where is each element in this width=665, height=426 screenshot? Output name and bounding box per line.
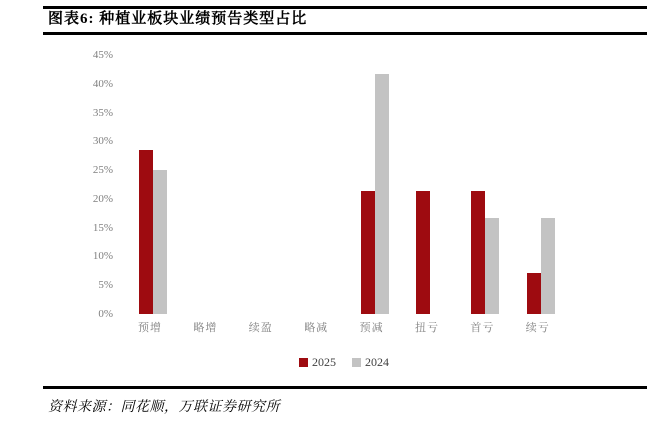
- x-category-label: 续亏: [525, 322, 550, 334]
- legend-swatch-icon: [352, 358, 361, 367]
- y-tick-label: 25%: [92, 164, 113, 177]
- x-category-label: 预减: [359, 322, 384, 334]
- bar-2024-cat7: [541, 218, 555, 314]
- y-tick-label: 10%: [92, 250, 113, 263]
- x-category-label: 略增: [193, 322, 218, 334]
- y-tick-label: 35%: [92, 106, 113, 119]
- bar-2025-cat7: [527, 273, 541, 314]
- source-note: 资料来源：同花顺，万联证券研究所: [48, 400, 280, 415]
- bar-2025-cat5: [416, 191, 430, 314]
- y-tick-label: 5%: [98, 279, 113, 292]
- footer-rule: [43, 386, 647, 389]
- legend-label: 2024: [365, 355, 389, 369]
- legend-item-2024: [352, 355, 389, 370]
- x-category-label: 略减: [304, 322, 329, 334]
- legend-item-2025: [299, 355, 336, 370]
- bar-2024-cat0: [153, 170, 167, 314]
- bar-2024-cat6: [485, 218, 499, 314]
- x-category-label: 扭亏: [414, 322, 439, 334]
- bar-2025-cat0: [139, 150, 153, 314]
- bar-2025-cat4: [361, 191, 375, 314]
- y-tick-label: 40%: [92, 77, 113, 90]
- bar-2025-cat6: [471, 191, 485, 314]
- bar-2024-cat4: [375, 74, 389, 314]
- y-tick-label: 20%: [92, 192, 113, 205]
- x-category-label: 续盈: [248, 322, 273, 334]
- y-tick-label: 0%: [98, 308, 113, 320]
- y-tick-label: 30%: [92, 135, 113, 148]
- legend-swatch-icon: [299, 358, 308, 367]
- legend-label: 2025: [312, 355, 336, 369]
- y-tick-label: 45%: [92, 49, 113, 61]
- x-category-label: 预增: [137, 322, 162, 334]
- chart-legend: [122, 355, 566, 370]
- x-category-label: 首亏: [470, 322, 495, 334]
- y-tick-label: 15%: [92, 221, 113, 234]
- figure-title: 图表6: 种植业板块业绩预告类型占比: [48, 11, 308, 27]
